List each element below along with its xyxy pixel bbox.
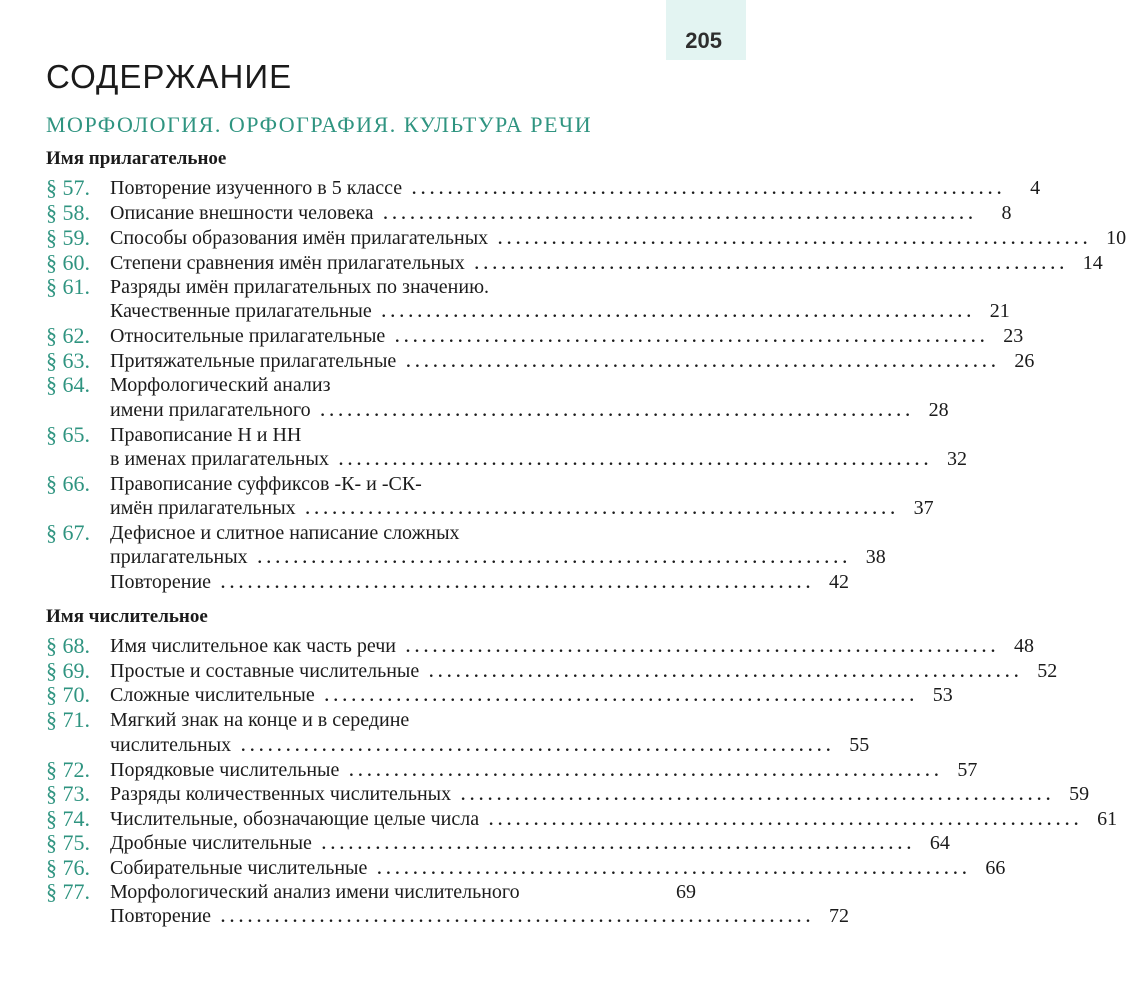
subheading-numeral: Имя числительное [46, 606, 208, 627]
page-ref: 66 [985, 857, 1006, 879]
paragraph-number: § 77. [46, 879, 90, 904]
page-ref: 42 [829, 571, 850, 593]
page-ref: 23 [1003, 325, 1024, 347]
entry-title: имени прилагательного [110, 399, 311, 421]
page-ref: 28 [928, 399, 949, 421]
toc-entry[interactable] [46, 423, 696, 447]
toc-entry[interactable] [46, 633, 1034, 658]
dot-leader: .................................................................. [474, 256, 1069, 273]
toc-entry[interactable] [46, 757, 978, 782]
paragraph-number: § 69. [46, 658, 90, 683]
entry-title: Морфологический анализ имени числительного [110, 881, 520, 903]
page-ref: 64 [929, 832, 950, 854]
entry-title: Описание внешности человека [110, 202, 374, 224]
dot-leader: .................................................................. [377, 861, 972, 878]
dot-leader: .................................................................. [461, 787, 1056, 804]
paragraph-number: § 70. [46, 682, 90, 707]
toc-entry-continuation[interactable] [46, 398, 949, 422]
paragraph-number: § 59. [46, 225, 90, 250]
page-ref: 61 [1097, 808, 1118, 830]
paragraph-number: § 67. [46, 520, 90, 545]
entry-title: Способы образования имён прилагательных [110, 227, 489, 249]
toc-entry[interactable] [46, 472, 696, 496]
entry-title: Дробные числительные [110, 832, 312, 854]
dot-leader: .................................................................. [498, 231, 1093, 248]
toc-entry[interactable] [46, 348, 1035, 373]
page-ref: 59 [1069, 783, 1090, 805]
entry-title-line1: Морфологический анализ [110, 374, 331, 396]
toc-entry[interactable] [46, 682, 953, 707]
toc-entry[interactable] [46, 175, 1041, 200]
paragraph-number: § 66. [46, 471, 90, 496]
entry-title: в именах прилагательных [110, 448, 329, 470]
toc-entry-review[interactable] [46, 904, 850, 928]
dot-leader: .................................................................. [324, 688, 919, 705]
page-ref: 21 [989, 300, 1010, 322]
toc-entry[interactable] [46, 250, 1103, 275]
paragraph-number: § 72. [46, 757, 90, 782]
paragraph-number: § 58. [46, 200, 90, 225]
page-ref: 38 [865, 546, 886, 568]
dot-leader: .................................................................. [406, 354, 1001, 371]
toc-entry-review[interactable] [46, 570, 850, 594]
page-ref: 32 [946, 448, 967, 470]
paragraph-number: § 65. [46, 422, 90, 447]
page-ref: 53 [932, 684, 953, 706]
paragraph-number: § 61. [46, 274, 90, 299]
dot-leader: .................................................................. [321, 836, 916, 853]
entry-title: Имя числительное как часть речи [110, 635, 396, 657]
toc-entry[interactable] [46, 373, 696, 397]
entry-title-line1: Мягкий знак на конце и в середине [110, 709, 410, 731]
entry-title-line1: Правописание Н и НН [110, 424, 302, 446]
page-ref: 52 [1037, 660, 1058, 682]
page-ref: 4 [1030, 177, 1041, 199]
page-ref: 72 [829, 905, 850, 927]
page-number: 205 [685, 28, 722, 53]
paragraph-number: § 75. [46, 830, 90, 855]
entry-title: Собирательные числительные [110, 857, 368, 879]
dot-leader: .................................................................. [221, 575, 816, 592]
dot-leader: .................................................................. [221, 909, 816, 926]
page-ref: 8 [1001, 202, 1012, 224]
page-ref: 37 [913, 497, 934, 519]
toc-entry-continuation[interactable] [46, 733, 870, 757]
toc-entry[interactable] [46, 323, 1024, 348]
entry-title: Числительные, обозначающие целые числа [110, 808, 480, 830]
toc-entry[interactable] [46, 200, 1012, 225]
entry-title: Сложные числительные [110, 684, 315, 706]
entry-title: Притяжательные прилагательные [110, 350, 397, 372]
dot-leader: .................................................................. [489, 812, 1084, 829]
toc-entry[interactable] [46, 225, 1126, 250]
dot-leader: .................................................................. [383, 206, 978, 223]
toc-entry-continuation[interactable] [46, 299, 1010, 323]
dot-leader: .................................................................. [381, 304, 976, 321]
subheading-adjective: Имя прилагательное [46, 148, 227, 169]
toc-entry[interactable] [46, 830, 950, 855]
paragraph-number: § 63. [46, 348, 90, 373]
toc-entry[interactable] [46, 658, 1058, 683]
entry-title: имён прилагательных [110, 497, 296, 519]
page-ref: 55 [849, 734, 870, 756]
toc-entry[interactable] [46, 880, 696, 904]
dot-leader: .................................................................. [406, 639, 1000, 656]
entry-title: Разряды количественных числительных [110, 783, 452, 805]
dot-leader: .................................................................. [257, 550, 852, 567]
toc-entry[interactable] [46, 855, 1006, 880]
page-ref: 57 [957, 759, 978, 781]
entry-title: Повторение [110, 571, 212, 593]
toc-entry-continuation[interactable] [46, 545, 886, 569]
page-ref: 48 [1014, 635, 1034, 657]
entry-title-line1: Правописание суффиксов -К- и -СК- [110, 473, 422, 495]
entry-title-line1: Дефисное и слитное написание сложных [110, 522, 460, 544]
dot-leader: .................................................................. [395, 329, 990, 346]
entry-title-line1: Разряды имён прилагательных по значению. [110, 276, 490, 298]
entry-title: числительных [110, 734, 232, 756]
toc-entry-continuation[interactable] [46, 496, 934, 520]
paragraph-number: § 73. [46, 781, 90, 806]
paragraph-number: § 60. [46, 250, 90, 275]
dot-leader: .................................................................. [338, 452, 933, 469]
toc-entry[interactable] [46, 521, 696, 545]
entry-title: Степени сравнения имён прилагательных [110, 252, 465, 274]
dot-leader: .................................................................. [412, 181, 1007, 198]
page-ref: 14 [1082, 252, 1103, 274]
entry-title: прилагательных [110, 546, 248, 568]
page-ref: 69 [676, 881, 696, 903]
dot-leader: .................................................................. [349, 763, 944, 780]
toc-entry[interactable] [46, 275, 696, 299]
toc-entry-continuation[interactable] [46, 447, 967, 471]
paragraph-number: § 62. [46, 323, 90, 348]
entry-title: Относительные прилагательные [110, 325, 386, 347]
paragraph-number: § 71. [46, 707, 90, 732]
paragraph-number: § 76. [46, 855, 90, 880]
page-ref: 10 [1106, 227, 1126, 249]
dot-leader: .................................................................. [429, 664, 1024, 681]
toc-entry[interactable] [46, 806, 1118, 831]
section-heading: МОРФОЛОГИЯ. ОРФОГРАФИЯ. КУЛЬТУРА РЕЧИ [46, 112, 593, 137]
entry-title: Простые и составные числительные [110, 660, 420, 682]
dot-leader: .................................................................. [320, 403, 915, 420]
toc-entry[interactable] [46, 708, 696, 732]
paragraph-number: § 74. [46, 806, 90, 831]
paragraph-number: § 57. [46, 175, 90, 200]
entry-title: Порядковые числительные [110, 759, 340, 781]
entry-title: Повторение изученного в 5 классе [110, 177, 403, 199]
paragraph-number: § 68. [46, 633, 90, 658]
toc-entry[interactable] [46, 781, 1090, 806]
dot-leader: .................................................................. [305, 501, 900, 518]
page-ref: 26 [1014, 350, 1035, 372]
entry-title: Повторение [110, 905, 212, 927]
paragraph-number: § 64. [46, 372, 90, 397]
entry-title: Качественные прилагательные [110, 300, 372, 322]
page-title: СОДЕРЖАНИЕ [46, 58, 293, 95]
dot-leader: .................................................................. [241, 738, 836, 755]
